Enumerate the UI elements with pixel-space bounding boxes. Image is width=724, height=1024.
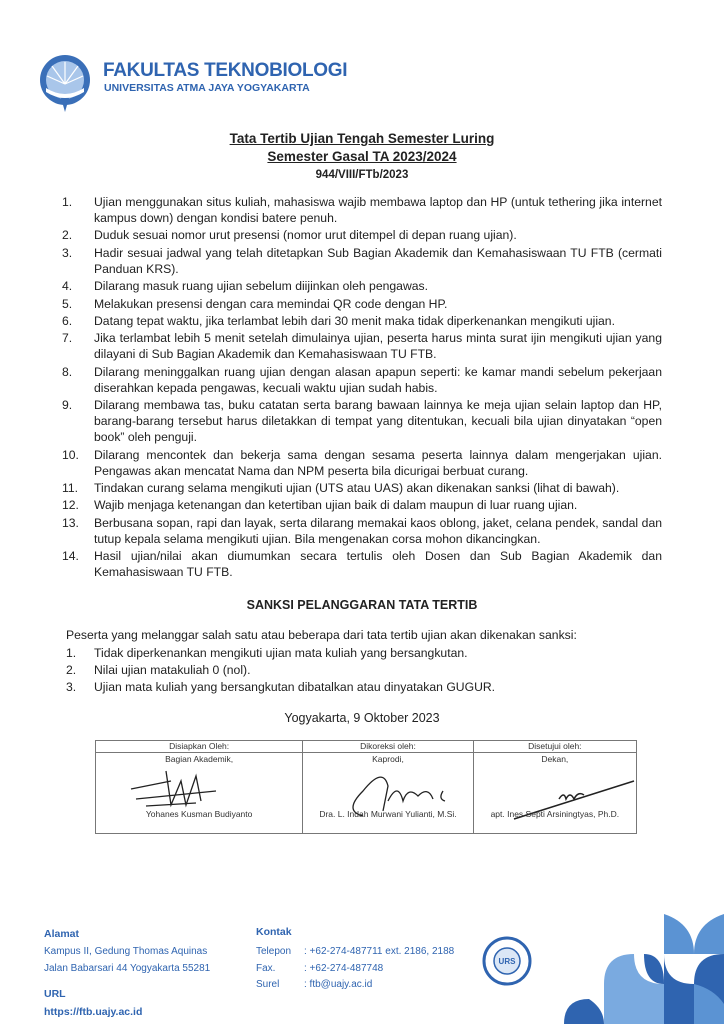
item-text: Ujian mata kuliah yang bersangkutan dibatalkan atau dinyatakan GUGUR. bbox=[94, 680, 496, 694]
item-text: Dilarang mencontek dan bekerja sama dengan sesama peserta lainnya dalam mengerjakan ujian. Pengawas akan mencatat Nama dan NPM peserta bila dicurigai berbuat curang. bbox=[94, 447, 662, 478]
signature-table bbox=[95, 740, 637, 834]
item-number: 10. bbox=[62, 447, 79, 462]
sig-name: Dra. L. Indah Murwani Yulianti, M.Si. bbox=[319, 809, 457, 819]
faculty-name: FAKULTAS TEKNOBIOLOGI bbox=[103, 60, 348, 81]
item-text: Datang tepat waktu, jika terlambat lebih dari 30 menit maka tidak diperkenankan mengikuti ujian. bbox=[94, 313, 615, 328]
item-number: 13. bbox=[62, 515, 79, 530]
sig-head: Dikoreksi oleh: bbox=[303, 741, 473, 753]
list-item bbox=[62, 397, 662, 445]
sanctions-intro: Peserta yang melanggar salah satu atau beberapa dari tata tertib ujian akan dikenakan sanksi: bbox=[66, 628, 577, 642]
item-text: Tidak diperkenankan mengikuti ujian mata kuliah yang bersangkutan. bbox=[94, 646, 468, 660]
item-text: Wajib menjaga ketenangan dan ketertiban ujian baik di dalam maupun di luar ruang ujian. bbox=[94, 498, 578, 513]
item-text: Hasil ujian/nilai akan diumumkan secara tertulis oleh Dosen dan Sub Bagian Akademik dan Kemahasiswaan TU FTB. bbox=[94, 549, 662, 580]
contact-key: Telepon bbox=[256, 946, 292, 957]
decorative-pattern bbox=[544, 914, 724, 1024]
university-name: UNIVERSITAS ATMA JAYA YOGYAKARTA bbox=[104, 82, 310, 94]
list-item bbox=[62, 313, 662, 329]
signature-cell bbox=[96, 753, 303, 834]
phone-value: : +62-274-487711 ext. 2186, 2188 bbox=[304, 946, 455, 957]
document-number: 944/VIII/FTb/2023 bbox=[315, 169, 409, 181]
item-number: 7. bbox=[62, 331, 73, 346]
sanctions-heading: SANKSI PELANGGARAN TATA TERTIB bbox=[246, 598, 478, 612]
document-subtitle: Semester Gasal TA 2023/2024 bbox=[267, 149, 457, 164]
url-label: URL bbox=[44, 988, 66, 1000]
list-item bbox=[66, 645, 495, 662]
item-number: 3. bbox=[66, 680, 77, 694]
item-text: Jika terlambat lebih 5 menit setelah dimulainya ujian, peserta harus minta surat ijin mengikuti ujian yang dilayani di Sub Bagian Akademik dan Kemahasiswaan TU FTB. bbox=[94, 331, 662, 362]
iso-certification-seal bbox=[482, 936, 532, 986]
sig-role: Bagian Akademik, bbox=[165, 754, 234, 764]
item-number: 4. bbox=[62, 279, 73, 294]
item-text: Nilai ujian matakuliah 0 (nol). bbox=[94, 663, 251, 677]
item-text: Dilarang masuk ruang ujian sebelum diijinkan oleh pengawas. bbox=[94, 279, 429, 294]
list-item bbox=[62, 515, 662, 547]
item-number: 8. bbox=[62, 364, 73, 379]
item-text: Berbusana sopan, rapi dan layak, serta dilarang memakai kaos oblong, jaket, celana pendek, sandal dan tutup kepala selama mengikuti ujian. Bila mengenakan corsa mohon dikancingkan. bbox=[94, 515, 662, 546]
item-number: 3. bbox=[62, 245, 73, 260]
address-line: Kampus II, Gedung Thomas Aquinas bbox=[44, 946, 208, 957]
list-item bbox=[62, 194, 662, 226]
signature-cell bbox=[303, 753, 473, 834]
list-item bbox=[66, 662, 495, 679]
list-item bbox=[62, 227, 662, 243]
list-item bbox=[62, 480, 662, 496]
item-number: 11. bbox=[62, 480, 79, 495]
list-item bbox=[62, 330, 662, 362]
item-text: Tindakan curang selama mengikuti ujian (UTS atau UAS) akan dikenakan sanksi (lihat di bawah). bbox=[94, 480, 620, 495]
sig-role: Dekan, bbox=[541, 754, 569, 764]
item-number: 9. bbox=[62, 398, 73, 413]
place-date: Yogyakarta, 9 Oktober 2023 bbox=[284, 711, 440, 725]
email-link[interactable]: : ftb@uajy.ac.id bbox=[304, 979, 373, 990]
list-item bbox=[62, 447, 662, 479]
item-text: Duduk sesuai nomor urut presensi (nomor urut ditempel di depan ruang ujian). bbox=[94, 228, 517, 243]
university-logo bbox=[34, 52, 96, 114]
signature-cell bbox=[473, 753, 636, 834]
item-number: 6. bbox=[62, 313, 73, 328]
sig-head: Disiapkan Oleh: bbox=[96, 741, 303, 753]
item-number: 1. bbox=[62, 195, 73, 209]
sanctions-list bbox=[66, 645, 495, 696]
item-number: 12. bbox=[62, 498, 79, 513]
item-text: Dilarang meninggalkan ruang ujian dengan alasan apapun seperti: ke kamar mandi sebelum pekerjaan diserahkan kepada pengawas, kecuali waktu ujian sudah habis. bbox=[94, 364, 662, 395]
list-item bbox=[62, 364, 662, 396]
contact-key: Fax. bbox=[256, 962, 276, 974]
sig-name: Yohanes Kusman Budiyanto bbox=[145, 809, 253, 819]
address-label: Alamat bbox=[44, 928, 80, 940]
svg-text:URS: URS bbox=[498, 957, 516, 966]
sig-role: Kaprodi, bbox=[372, 754, 404, 764]
contact-key: Surel bbox=[256, 979, 280, 990]
list-item bbox=[66, 679, 495, 696]
item-number: 1. bbox=[66, 646, 77, 660]
list-item bbox=[62, 296, 662, 312]
item-text: Ujian menggunakan situs kuliah, mahasiswa wajib membawa laptop dan HP (untuk tethering jika internet kampus down) dengan kondisi batere penuh. bbox=[94, 195, 662, 225]
item-number: 2. bbox=[66, 663, 77, 677]
list-item bbox=[62, 497, 662, 513]
item-number: 14. bbox=[62, 549, 79, 564]
contact-label: Kontak bbox=[256, 926, 292, 938]
item-text: Melakukan presensi dengan cara memindai QR code dengan HP. bbox=[94, 296, 448, 311]
sig-head: Disetujui oleh: bbox=[473, 741, 636, 753]
item-text: Dilarang membawa tas, buku catatan serta barang bawaan lainnya ke meja ujian selain laptop dan HP, barang-barang tersebut harus diletakkan di tempat yang ditentukan, kecuali bila ujian dinyatakan “open book” oleh penguji. bbox=[94, 398, 662, 445]
signature-image bbox=[126, 761, 236, 811]
item-text: Hadir sesuai jadwal yang telah ditetapkan Sub Bagian Akademik dan Kemahasiswaan TU FTB (cermati Panduan KRS). bbox=[94, 245, 662, 276]
contact-list bbox=[256, 944, 454, 994]
list-item bbox=[62, 245, 662, 277]
document-title: Tata Tertib Ujian Tengah Semester Luring bbox=[229, 131, 495, 146]
address-line: Jalan Babarsari 44 Yogyakarta 55281 bbox=[44, 963, 211, 974]
sig-name: apt. Ines Septi Arsiningtyas, Ph.D. bbox=[490, 809, 620, 819]
rules-list bbox=[62, 194, 662, 581]
list-item bbox=[62, 548, 662, 580]
item-number: 2. bbox=[62, 228, 73, 243]
list-item bbox=[62, 278, 662, 294]
fax-value: : +62-274-487748 bbox=[304, 962, 384, 974]
item-number: 5. bbox=[62, 296, 73, 311]
website-link[interactable]: https://ftb.uajy.ac.id bbox=[44, 1006, 143, 1018]
